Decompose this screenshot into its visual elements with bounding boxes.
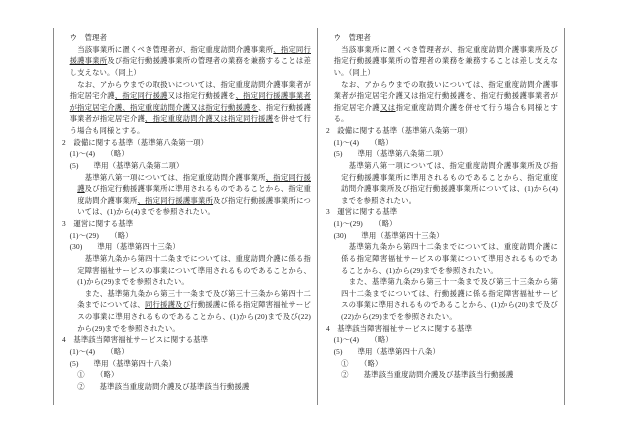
paragraph <box>62 253 311 288</box>
text-run: （略） <box>374 137 393 147</box>
amendment-underline: 同行援護及び <box>144 300 191 310</box>
text-run: 管理者 <box>348 33 372 42</box>
text-run <box>79 359 94 368</box>
amendment-underline: 、指定同行援護 <box>114 91 168 101</box>
text-run: ② <box>341 370 349 380</box>
paragraph <box>326 369 558 381</box>
text-run <box>341 33 349 42</box>
text-run: また、基準第九条から第三十一条まで及び第三十三条から第四十二条までについては、 <box>77 288 311 310</box>
comparison-table <box>53 28 565 405</box>
text-run: (1)～(29) <box>333 219 363 228</box>
paragraph <box>326 160 558 207</box>
text-run: 準用（基準第四十八条） <box>93 358 176 368</box>
text-run: 管理者 <box>84 33 108 42</box>
text-run: （略） <box>363 358 383 368</box>
text-run <box>363 219 378 228</box>
text-run <box>85 382 100 391</box>
text-run: 運営に関する基準 <box>73 219 134 228</box>
paragraph <box>326 358 558 370</box>
text-run <box>95 347 110 356</box>
paragraph <box>62 241 311 253</box>
text-run: ウ <box>333 33 342 42</box>
text-run: 3 <box>325 207 330 217</box>
text-run: (1)～(4) <box>69 346 96 356</box>
column-revised <box>54 28 318 405</box>
text-run: (5) <box>69 358 79 368</box>
text-run: 基準該当障害福祉サービスに関する基準 <box>337 323 473 333</box>
text-run <box>77 33 85 42</box>
paragraph <box>326 125 558 137</box>
text-run: 基準該当障害福祉サービスに関する基準 <box>73 335 209 345</box>
text-run: (5) <box>69 160 79 170</box>
text-run <box>359 138 374 147</box>
text-run: 指定重度訪問介護を併せて行う場合も同様とする。 <box>333 102 559 124</box>
text-run <box>343 347 358 356</box>
text-run: (5) <box>333 149 343 159</box>
paragraph <box>62 137 311 149</box>
paragraph <box>62 358 311 370</box>
amendment-underline: 又は <box>380 102 396 112</box>
text-run: 及び指定行動援護事業所に準用されるものであることから、指定重度訪問介護事業所 <box>77 184 311 205</box>
paragraph <box>62 172 311 219</box>
text-run: 設備に関する基準（基準第八条第一項） <box>73 137 209 147</box>
amendment-underline: 又は指定同行援護 <box>212 114 274 124</box>
text-run: ウ <box>69 33 78 42</box>
text-run: なお、アからウまでの取扱いについては、指定重度訪問介護事業者が指定居宅介護又は指定行動援護を、指定行動援護事業者が指定居宅介護 <box>333 79 558 112</box>
text-run: 行動援護に係る指定障害福祉サービスの事業に準用されるものであることから、(1)から(20)まで及び(22)から(29)までを参照されたい。 <box>77 300 311 333</box>
paragraph <box>62 44 311 79</box>
text-run: 基準第八第一項については、指定重度訪問介護事業所及び指定行動援護事業所に準用されるものであることから、指定重度訪問介護事業所及び指定行動援護事業所については、(1)から(4)までを参照されたい。 <box>341 160 558 205</box>
text-run: (1)～(4) <box>69 149 96 159</box>
paragraph <box>62 160 311 172</box>
text-run: (1)～(4) <box>333 137 360 147</box>
paragraph <box>326 148 558 160</box>
text-run: 又は指定行動援護を <box>167 91 236 101</box>
paragraph <box>62 381 311 393</box>
text-run: 基準該当重度訪問介護及び基準該当行動援護 <box>99 381 250 391</box>
paragraph <box>326 241 558 276</box>
text-run: 2 <box>325 126 330 135</box>
text-run: (1)～(4) <box>333 335 360 345</box>
text-run: (30) <box>333 230 347 240</box>
text-run: 準用（基準第四十三条） <box>97 242 180 252</box>
amendment-underline: 、指定同行援護事業所 <box>69 44 311 66</box>
text-run: 基準該当重度訪問介護及び基準該当行動援護 <box>363 370 514 380</box>
text-run: 設備に関する基準（基準第八条第一項） <box>337 126 473 135</box>
paragraph <box>326 323 558 335</box>
text-run: ① <box>77 370 85 380</box>
text-run <box>359 335 374 344</box>
text-run <box>95 149 110 158</box>
paragraph <box>62 288 311 335</box>
text-run: なお、アからウまでの取扱いについては、指定重度訪問介護事業者が指定居宅介護 <box>69 79 311 101</box>
text-run: 2 <box>62 137 66 147</box>
paragraph <box>62 346 311 358</box>
text-run: 基準第八第一項については、指定重度訪問介護事業所 <box>84 172 266 182</box>
text-run: 準用（基準第八条第二項） <box>93 160 184 170</box>
paragraph <box>62 230 311 242</box>
amendment-underline: 、指定重度訪問介護 <box>145 114 213 124</box>
paragraph <box>326 346 558 358</box>
text-run: 当該事業所に置くべき管理者が、指定重度訪問介護事業所及び指定行動援護事業所の管理者の業務を兼務することは差し支えない。（同上） <box>333 44 558 77</box>
text-run: （略） <box>113 230 133 240</box>
text-run: 基準第九条から第四十二条までについては、重度訪問介護に係る指定障害福祉サービスの事業について準用されるものであることから、(1)から(29)までを参照されたい。 <box>77 253 311 287</box>
paragraph <box>326 230 558 242</box>
paragraph <box>326 79 558 126</box>
paragraph <box>326 334 558 346</box>
paragraph <box>326 276 558 323</box>
text-run: ② <box>77 381 85 391</box>
text-run: ① <box>341 358 349 368</box>
paragraph <box>326 137 558 149</box>
text-run: 準用（基準第四十八条） <box>357 346 440 356</box>
paragraph <box>62 148 311 160</box>
text-run <box>99 231 114 240</box>
text-run: 当該事業所に置くべき管理者が、指定重度訪問介護事業所 <box>77 44 274 54</box>
text-run: また、基準第九条から第三十一条まで及び第三十三条から第四十二条までについては、行動援護に係る指定障害福祉サービスの事業に準用されるものであることから、(1)から(20)まで及び(22)から(29)までを参照されたい。 <box>341 277 558 321</box>
amendment-underline: 、指定同行援護 <box>77 172 311 194</box>
text-run: (1)～(29) <box>69 230 99 240</box>
paragraph <box>62 79 311 137</box>
text-run: 及び指定行動援護事業所については、(1)から(4)までを参照されたい。 <box>77 195 311 217</box>
text-run: 及び指定行動援護事業所の管理者の業務を兼務することは差し支えない。（同上） <box>69 56 311 77</box>
paragraph <box>62 369 311 381</box>
text-run: 、指定行動援護事業者が指定居宅介護 <box>69 102 311 124</box>
paragraph <box>326 218 558 230</box>
text-run: 3 <box>62 219 66 228</box>
text-run <box>343 149 358 158</box>
text-run: 4 <box>325 323 330 333</box>
paragraph <box>62 334 311 346</box>
paragraph <box>326 206 558 218</box>
text-run <box>82 242 97 251</box>
text-run <box>79 161 94 170</box>
text-run: を併せて行う場合も同様とする。 <box>69 114 311 135</box>
paragraph <box>326 32 558 44</box>
text-run <box>349 359 364 368</box>
column-original <box>318 28 564 405</box>
text-run: 運営に関する基準 <box>337 207 398 217</box>
text-run <box>346 231 361 240</box>
text-run: 準用（基準第八条第二項） <box>357 149 448 159</box>
text-run: （略） <box>374 335 393 345</box>
text-run: 準用（基準第四十三条） <box>361 230 444 240</box>
amendment-underline: 、指定同行援護事業者が指定居宅介護、指定重度訪問介護又は指定行動援護を <box>69 91 311 112</box>
paragraph <box>62 32 311 44</box>
paragraph <box>62 218 311 230</box>
text-run: (30) <box>69 242 83 252</box>
text-run: （略） <box>110 346 129 356</box>
text-run <box>85 370 100 379</box>
text-run: 4 <box>62 335 66 345</box>
amendment-underline: 、指定同行援護事業所 <box>137 195 214 205</box>
text-run: （略） <box>110 149 129 159</box>
text-run: 基準第九条から第四十二条までについては、重度訪問介護に係る指定障害福祉サービスの事業について準用されるものであることから、(1)から(29)までを参照されたい。 <box>341 242 558 275</box>
text-run: （略） <box>99 370 119 380</box>
text-run: (5) <box>333 346 343 356</box>
paragraph <box>326 44 558 79</box>
text-run <box>349 370 364 379</box>
text-run: （略） <box>377 219 397 228</box>
